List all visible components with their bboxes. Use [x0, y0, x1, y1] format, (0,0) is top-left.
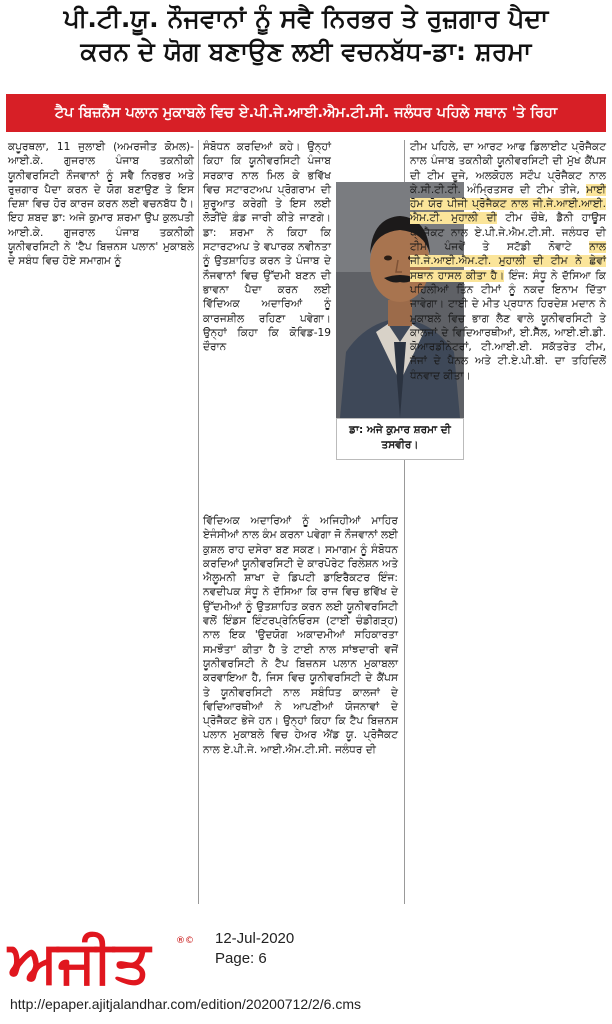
article-column-2-rest [203, 514, 398, 757]
registered-mark-icon: ®© [176, 936, 194, 946]
column-3-paragraph [410, 140, 606, 383]
epaper-url[interactable]: http://epaper.ajitjalandhar.com/edition/20200712/2/6.cms [10, 996, 362, 1012]
edition-date: 12-Jul-2020 [215, 930, 295, 947]
subheadline-text: ਟੈਪ ਬਿਜ਼ਨੈੱਸ ਪਲਾਨ ਮੁਕਾਬਲੇ ਵਿਚ ਏ.ਪੀ.ਜੇ.ਆਈ.ਐਮ.ਟੀ.ਸੀ. ਜਲੰਧਰ ਪਹਿਲੇ ਸਥਾਨ 'ਤੇ ਰਿਹਾ [54, 105, 558, 121]
column-3-text-c: ਇੰਜ: ਸੰਧੂ ਨੇ ਦੱਸਿਆ ਕਿ ਪਹਿਲੀਆਂ ਤਿੰਨ ਟੀਮਾਂ ਨੂੰ ਨਕਦ ਇਨਾਮ ਦਿੱਤਾ ਜਾਵੇਗਾ। ਟਾਈ ਦੇ ਮੀਤ ਪ੍ਰਧਾਨ ਹਿਰਦੇਸ਼ ਮਦਾਨ ਨੇ ਮੁਕਾਬਲੇ ਵਿਚ ਭਾਗ ਲੈਣ ਵਾਲੇ ਯੂਨੀਵਰਸਿਟੀ ਤੇ ਕਾਲਜਾਂ ਦੇ ਵਿਦਿਆਰਥੀਆਂ, ਈ.ਸੈੱਲ, ਆਈ.ਈ.ਡੀ. ਕੋਆਰਡੀਨੇਟਰਾਂ, ਟੀ.ਆਈ.ਈ. ਸਕੱਤਰੇਤ ਟੀਮ, ਜੱਜਾਂ ਦੇ ਪੈਨਲ ਅਤੇ ਟੀ.ਏ.ਪੀ.ਬੀ. ਦਾ ਤਹਿਦਿਲੋਂ ਧੰਨਵਾਦ ਕੀਤਾ। [410, 269, 606, 382]
logo-text: ਅਜੀਤ [8, 928, 151, 996]
column-divider [198, 140, 199, 904]
article-column-2-top [203, 140, 331, 354]
page-number: Page: 6 [215, 950, 267, 967]
column-3-text-a: ਟੀਮ ਪਹਿਲੇ, ਦਾ ਆਰਟ ਆਫ ਡਿਲਾਈਟ ਪ੍ਰੋਜੈਕਟ ਨਾਲ ਪੰਜਾਬ ਤਕਨੀਕੀ ਯੂਨੀਵਰਸਿਟੀ ਦੀ ਮੁੱਖ ਕੈਂਪਸ ਦੀ ਟੀਮ ਦੂਜੇ, ਅਲਕੋਹਲ ਸਟੌਪ ਪ੍ਰੋਜੈਕਟ ਨਾਲ ਕੇ.ਸੀ.ਟੀ.ਟੀ. ਅੰਮ੍ਰਿਤਸਰ ਦੀ ਟੀਮ ਤੀਜੇ, [410, 141, 606, 196]
ajit-newspaper-logo [4, 920, 204, 998]
article-column-1 [8, 140, 194, 269]
subheadline-banner [6, 94, 606, 132]
highlighted-text: ਨਾਲ ਜੀ.ਜੇ.ਆਈ.ਐਮ.ਟੀ. ਮੁਹਾਲੀ ਦੀ ਟੀਮ ਨੇ ਛੇਵਾਂ ਸਥਾਨ ਹਾਸਲ ਕੀਤਾ ਹੈ। [410, 241, 607, 282]
photo-caption-text: ਡਾ: ਅਜੇ ਕੁਮਾਰ ਸ਼ਰਮਾ ਦੀ ਤਸਵੀਰ। [349, 424, 451, 451]
headline-line-1: ਪੀ.ਟੀ.ਯੂ. ਨੌਜਵਾਨਾਂ ਨੂੰ ਸਵੈ ਨਿਰਭਰ ਤੇ ਰੁਜ਼ਗਾਰ ਪੈਦਾ [63, 4, 549, 33]
column-1-text: ਕਪੂਰਥਲਾ, 11 ਜੁਲਾਈ (ਅਮਰਜੀਤ ਕੋਮਲ)-ਆਈ.ਕੇ. ਗੁਜਰਾਲ ਪੰਜਾਬ ਤਕਨੀਕੀ ਯੂਨੀਵਰਸਿਟੀ ਨੌਜਵਾਨਾਂ ਨੂੰ ਸਵੈ ਨਿਰਭਰ ਅਤੇ ਰੁਜ਼ਗਾਰ ਪੈਦਾ ਕਰਨ ਦੇ ਯੋਗ ਬਣਾਉਣ ਤੇ ਇਸ ਦਿਸ਼ਾ ਵਿਚ ਹੋਰ ਕਾਰਜ ਕਰਨ ਲਈ ਵਚਨਬੱਧ ਹੈ। ਇਹ ਸ਼ਬਦ ਡਾ: ਅਜੇ ਕੁਮਾਰ ਸ਼ਰਮਾ ਉਪ ਕੁਲਪਤੀ ਆਈ.ਕੇ. ਗੁਜਰਾਲ ਪੰਜਾਬ ਤਕਨੀਕੀ ਯੂਨੀਵਰਸਿਟੀ ਨੇ 'ਟੈਪ ਬਿਜ਼ਨਸ ਪਲਾਨ' ਮੁਕਾਬਲੇ ਦੇ ਸਬੰਧ ਵਿਚ ਹੋਏ ਸਮਾਗਮ ਨੂੰ [8, 141, 194, 268]
column-2-rest-text: ਵਿੱਦਿਅਕ ਅਦਾਰਿਆਂ ਨੂੰ ਅਜਿਹੀਆਂ ਮਾਹਿਰ ਏਜੰਸੀਆਂ ਨਾਲ ਕੰਮ ਕਰਨਾ ਪਵੇਗਾ ਜੋ ਨੌਜਵਾਨਾਂ ਲਈ ਕੁਸ਼ਲ ਰਾਹ ਦਸੇਰਾ ਬਣ ਸਕਣ। ਸਮਾਗਮ ਨੂੰ ਸੰਬੋਧਨ ਕਰਦਿਆਂ ਯੂਨੀਵਰਸਿਟੀ ਦੇ ਕਾਰਪੋਰੇਟ ਰਿਲੇਸ਼ਨ ਅਤੇ ਐਲੂਮਨੀ ਸ਼ਾਖਾ ਦੇ ਡਿਪਟੀ ਡਾਇਰੈਕਟਰ ਇੰਜ: ਨਵਦੀਪਕ ਸੰਧੂ ਨੇ ਦੱਸਿਆ ਕਿ ਰਾਜ ਵਿਚ ਭਵਿੱਖ ਦੇ ਉੱਦਮੀਆਂ ਨੂੰ ਉਤਸ਼ਾਹਿਤ ਕਰਨ ਲਈ ਯੂਨੀਵਰਸਿਟੀ ਵਲੋਂ ਇੰਡਸ ਇੰਟਰਪ੍ਰੇਨਿਓਰਸ (ਟਾਈ ਚੰਡੀਗੜ੍ਹ) ਨਾਲ ਇਕ 'ਉਦਯੋਗ ਅਕਾਦਮੀਆਂ ਸਹਿਕਾਰਤਾ ਸਮਝੌਤਾ' ਕੀਤਾ ਹੈ ਤੇ ਟਾਈ ਨਾਲ ਸਾਂਝਦਾਰੀ ਵਜੋਂ ਯੂਨੀਵਰਸਿਟੀ ਨੇ ਟੈਪ ਬਿਜ਼ਨਸ ਪਲਾਨ ਮੁਕਾਬਲਾ ਕਰਵਾਇਆ ਹੈ, ਜਿਸ ਵਿਚ ਯੂਨੀਵਰਸਿਟੀ ਦੇ ਕੈਂਪਸ ਤੇ ਯੂਨੀਵਰਸਿਟੀ ਨਾਲ ਸਬੰਧਿਤ ਕਾਲਜਾਂ ਦੇ ਵਿਦਿਆਰਥੀਆਂ ਨੇ ਆਪਣੀਆਂ ਯੋਜਨਾਵਾਂ ਦੇ ਪ੍ਰੋਜੈਕਟ ਭੇਜੇ ਹਨ। ਉਨ੍ਹਾਂ ਕਿਹਾ ਕਿ ਟੈਪ ਬਿਜ਼ਨਸ ਪਲਾਨ ਮੁਕਾਬਲੇ ਵਿਚ ਹੇਅਰ ਐਂਡ ਯੂ. ਪ੍ਰੋਜੈਕਟ ਨਾਲ ਏ.ਪੀ.ਜੇ. ਆਈ.ਐਮ.ਟੀ.ਸੀ. ਜਲੰਧਰ ਦੀ [203, 515, 398, 756]
highlighted-text: ਮਾਈ ਹੋਮ ਯੋਰ ਪੀਜੀ ਪ੍ਰੋਜੈਕਟ ਨਾਲ ਜੀ.ਜੇ.ਆਈ.ਆਈ. ਐਮ.ਟੀ. ਮੁਹਾਲੀ ਦੀ [410, 183, 606, 225]
column-3-text-b: ਟੀਮ ਚੌਥੇ, ਡੈਨੀ ਹਾਊਸ ਪ੍ਰੋਜੈਕਟ ਨਾਲ ਏ.ਪੀ.ਜੇ.ਐਮ.ਟੀ.ਸੀ. ਜਲੰਧਰ ਦੀ ਟੀਮ ਪੰਜਵੇਂ ਤੇ ਸਟੱਡੀ ਨੋਵਾਟੇ [410, 212, 606, 254]
article-headline [4, 2, 608, 68]
headline-line-2: ਕਰਨ ਦੇ ਯੋਗ ਬਣਾਉਣ ਲਈ ਵਚਨਬੱਧ-ਡਾ: ਸ਼ਰਮਾ [80, 37, 532, 66]
article-column-3 [410, 140, 606, 383]
photo-caption [336, 418, 464, 460]
column-2-top-text: ਸੰਬੋਧਨ ਕਰਦਿਆਂ ਕਹੇ। ਉਨ੍ਹਾਂ ਕਿਹਾ ਕਿ ਯੂਨੀਵਰਸਿਟੀ ਪੰਜਾਬ ਸਰਕਾਰ ਨਾਲ ਮਿਲ ਕੇ ਭਵਿੱਖ ਵਿਚ ਸਟਾਰਟਅਪ ਪ੍ਰੋਗਰਾਮ ਦੀ ਸ਼ੁਰੂਆਤ ਕਰੇਗੀ ਤੇ ਇਸ ਲਈ ਲੋੜੀਂਦੇ ਫ਼ੰਡ ਜਾਰੀ ਕੀਤੇ ਜਾਣਗੇ। ਡਾ: ਸ਼ਰਮਾ ਨੇ ਕਿਹਾ ਕਿ ਸਟਾਰਟਅਪ ਤੇ ਵਪਾਰਕ ਨਵੀਨਤਾ ਨੂੰ ਉਤਸ਼ਾਹਿਤ ਕਰਨ ਤੇ ਪੰਜਾਬ ਦੇ ਨੌਜਵਾਨਾਂ ਵਿਚ ਉੱਦਮੀ ਬਣਨ ਦੀ ਭਾਵਨਾ ਪੈਦਾ ਕਰਨ ਲਈ ਵਿੱਦਿਅਕ ਅਦਾਰਿਆਂ ਨੂੰ ਕਾਰਜਸ਼ੀਲ ਰਹਿਣਾ ਪਵੇਗਾ। ਉਨ੍ਹਾਂ ਕਿਹਾ ਕਿ ਕੋਵਿਡ-19 ਦੌਰਾਨ [203, 141, 331, 354]
